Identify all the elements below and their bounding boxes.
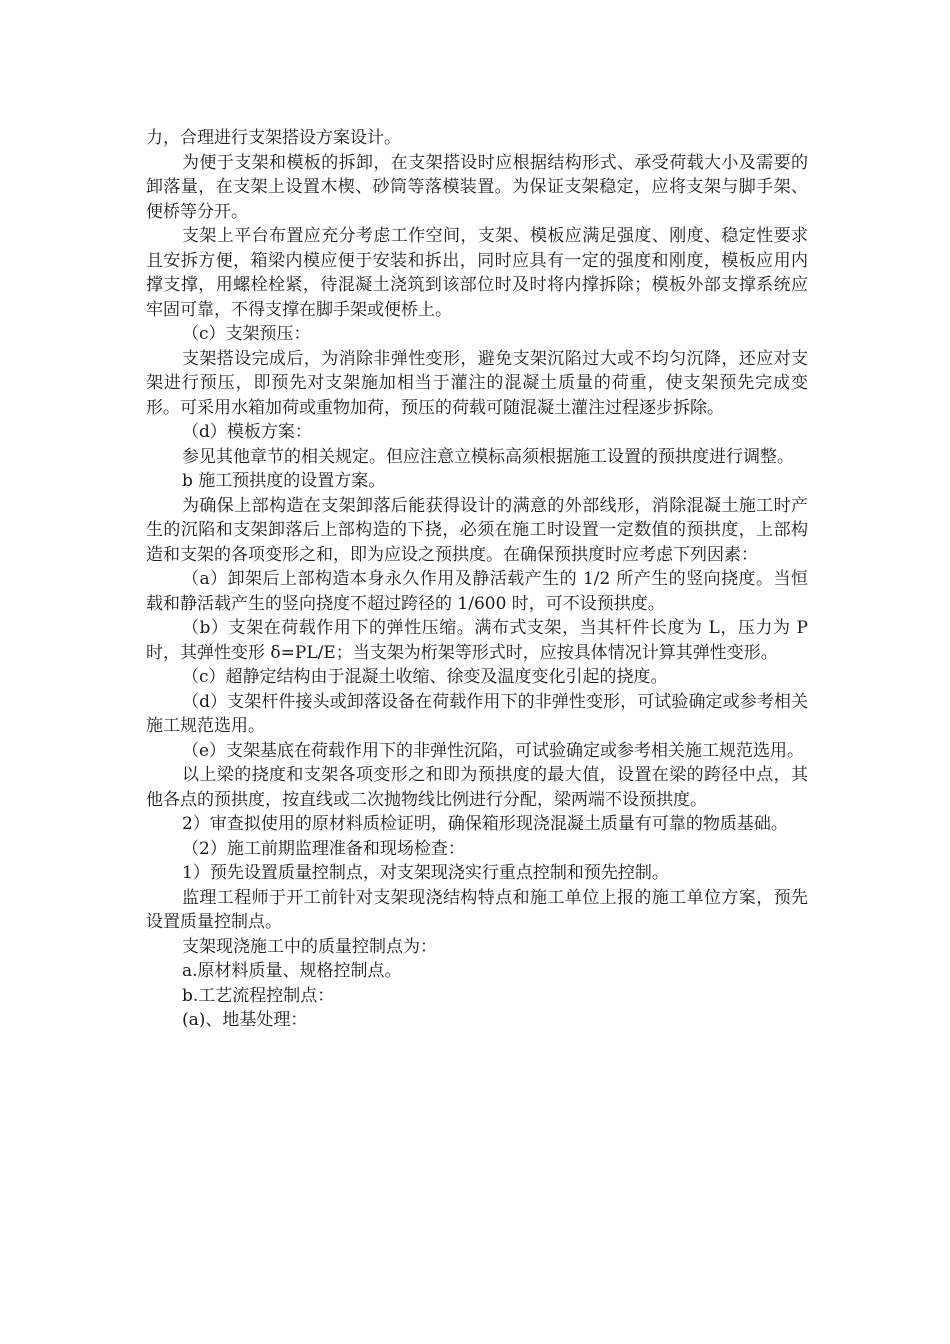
list-item: a.原材料质量、规格控制点。 — [182, 961, 402, 981]
list-item: （a）卸架后上部构造本身永久作用及静活载产生的 1/2 所产生的竖向挠度。当恒载和静活载产生的竖向挠度不超过跨径的 1/600 时，可不设预拱度。 — [146, 569, 808, 614]
paragraph: 2）审查拟使用的原材料质检证明，确保箱形现浇混凝土质量有可靠的物质基础。 — [182, 814, 788, 834]
paragraph: 以上梁的挠度和支架各项变形之和即为预拱度的最大值，设置在梁的跨径中点，其他各点的预拱度，按直线或二次抛物线比例进行分配，梁两端不设预拱度。 — [146, 765, 808, 810]
paragraph: 参见其他章节的相关规定。但应注意立模标高须根据施工设置的预拱度进行调整。 — [182, 446, 794, 467]
list-item: （d）支架杆件接头或卸落设备在荷载作用下的非弹性变形，可试验确定或参考相关施工规范选用。 — [146, 691, 808, 736]
document-body — [146, 126, 808, 1033]
list-item: (a)、地基处理： — [182, 1010, 308, 1030]
paragraph: 为确保上部构造在支架卸落后能获得设计的满意的外部线形，消除混凝土施工时产生的沉陷和支架卸落后上部构造的下挠，必须在施工时设置一定数值的预拱度，上部构造和支架的各项变形之和，即为应设之预拱度。在确保预拱度时应考虑下列因素： — [146, 495, 808, 565]
section-heading: （2）施工前期监理准备和现场检查： — [182, 838, 465, 859]
paragraph: 1）预先设置质量控制点，对支架现浇实行重点控制和预先控制。 — [182, 863, 669, 883]
list-item: b.工艺流程控制点： — [182, 985, 335, 1006]
paragraph: 监理工程师于开工前针对支架现浇结构特点和施工单位上报的施工单位方案，预先设置质量控制点。 — [146, 887, 808, 932]
list-item: （b）支架在荷载作用下的弹性压缩。满布式支架，当其杆件长度为 L，压力为 P 时，其弹性变形 δ=PL/E；当支架为桁架等形式时，应按具体情况计算其弹性变形。 — [146, 618, 808, 663]
section-heading: （d）模板方案： — [182, 422, 312, 442]
paragraph: 支架搭设完成后，为消除非弹性变形，避免支架沉陷过大或不均匀沉降，还应对支架进行预压，即预先对支架施加相当于灌注的混凝土质量的荷重，使支架预先完成变形。可采用水箱加荷或重物加荷，预压的荷载可随混凝土灌注过程逐步拆除。 — [146, 348, 808, 418]
paragraph: 支架上平台布置应充分考虑工作空间，支架、模板应满足强度、刚度、稳定性要求且安拆方便，箱梁内模应便于安装和拆出，同时应具有一定的强度和刚度，模板应用内撑支撑，用螺栓栓紧，待混凝土浇筑到该部位时及时将内撑拆除；模板外部支撑系统应牢固可靠，不得支撑在脚手架或便桥上。 — [146, 226, 808, 320]
list-item: （e）支架基底在荷载作用下的非弹性沉陷，可试验确定或参考相关施工规范选用。 — [182, 740, 805, 761]
paragraph: 支架现浇施工中的质量控制点为： — [182, 936, 437, 957]
paragraph: 为便于支架和模板的拆卸，在支架搭设时应根据结构形式、承受荷载大小及需要的卸落量，在支架上设置木楔、砂筒等落模装置。为保证支架稳定，应将支架与脚手架、便桥等分开。 — [146, 152, 808, 222]
list-item: （c）超静定结构由于混凝土收缩、徐变及温度变化引起的挠度。 — [182, 667, 668, 687]
paragraph-continuation: 力，合理进行支架搭设方案设计。 — [146, 128, 401, 148]
section-heading: （c）支架预压： — [182, 324, 311, 344]
section-heading: b 施工预拱度的设置方案。 — [182, 471, 386, 491]
